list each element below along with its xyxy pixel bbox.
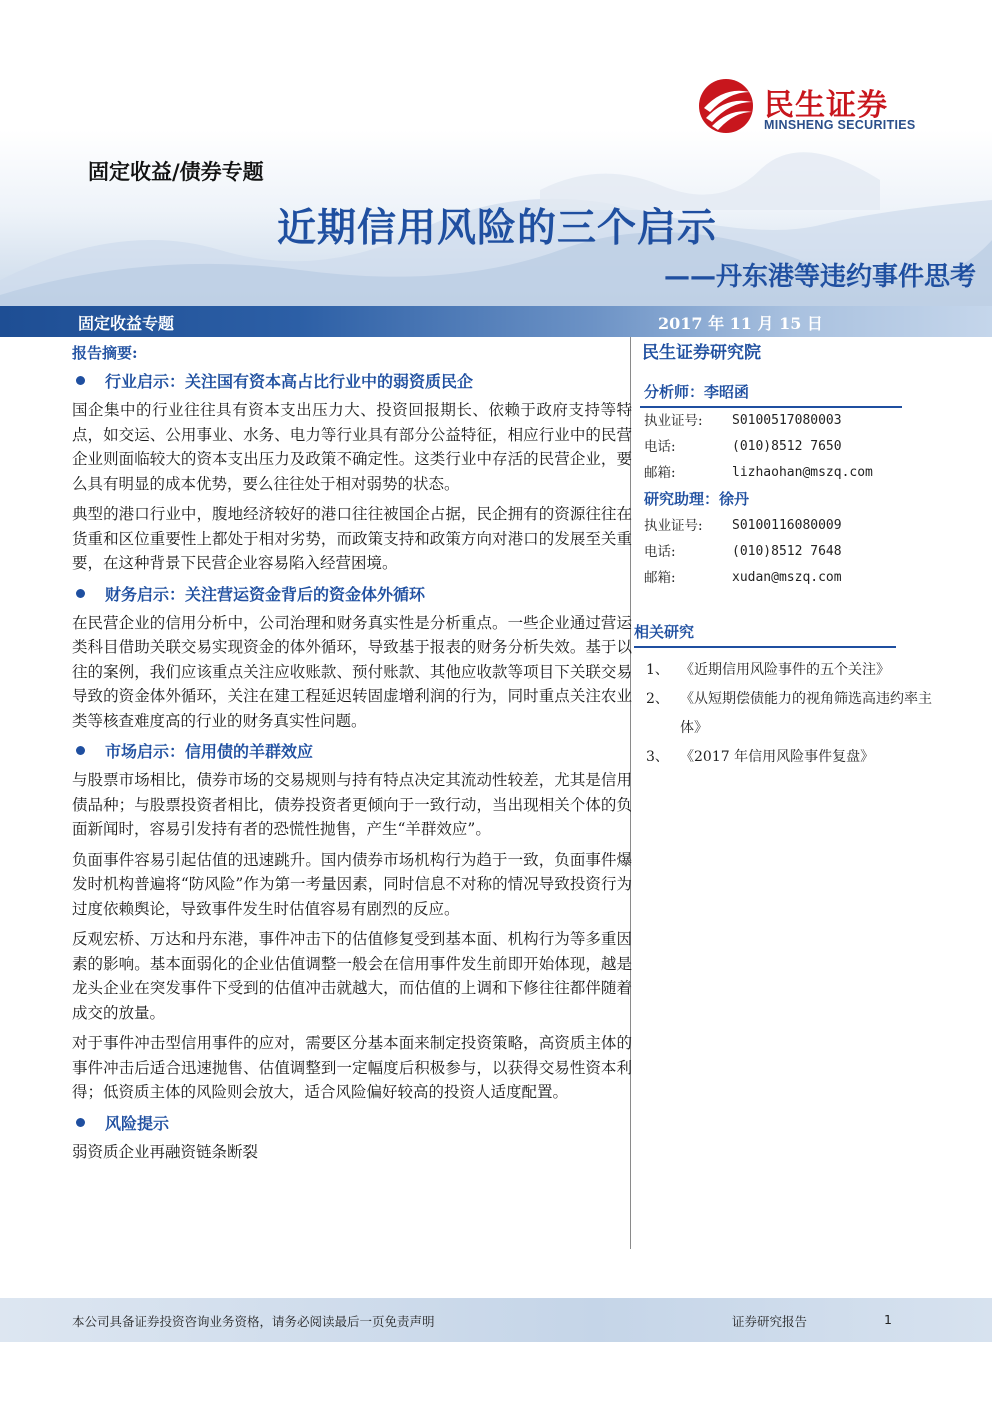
info-value: (010)8512 7650: [732, 439, 842, 454]
report-title: 近期信用风险的三个启示: [277, 206, 718, 251]
info-row: [640, 460, 940, 486]
section-heading: [72, 582, 632, 605]
info-value[interactable]: lizhaohan@mszq.com: [732, 465, 873, 480]
info-value: S0100116080009: [732, 518, 842, 533]
info-value: (010)8512 7648: [732, 544, 842, 559]
related-title[interactable]: 《2017 年信用风险事件复盘》: [680, 749, 875, 765]
brand-name-en: MINSHENG SECURITIES: [764, 118, 916, 132]
info-key: 邮箱:: [644, 570, 676, 586]
footer-report-type: 证券研究报告: [732, 1314, 808, 1329]
band-label: 固定收益专题: [78, 314, 175, 333]
footer-disclaimer: 本公司具备证券投资咨询业务资格，请务必阅读最后一页免责声明: [72, 1314, 435, 1329]
section-heading: [72, 739, 632, 762]
paragraph: 典型的港口行业中，腹地经济较好的港口往往被国企占据，民企拥有的资源往往在货重和区位重要性上都处于相对劣势，而政策支持和政策方向对港口的发展至关重要，在这种背景下民营企业容易陷入经营困境。: [72, 505, 632, 572]
report-category: 固定收益/债券专题: [88, 159, 264, 184]
brand-name-cn: 民生证券: [764, 88, 888, 123]
bullet-icon: [76, 746, 85, 755]
info-row: [640, 408, 940, 434]
page-number: 1: [884, 1312, 892, 1327]
info-key: 电话:: [644, 439, 676, 455]
bullet-icon: [76, 589, 85, 598]
sidebar-column: [634, 338, 940, 772]
info-row: [640, 513, 940, 539]
report-subtitle: ——丹东港等违约事件思考: [663, 262, 976, 292]
section-heading: [72, 1111, 632, 1134]
related-title[interactable]: 《近期信用风险事件的五个关注》: [680, 662, 890, 678]
related-item[interactable]: [640, 656, 940, 685]
paragraph: 对于事件冲击型信用事件的应对，需要区分基本面来制定投资策略，高资质主体的事件冲击后适合迅速抛售、估值调整到一定幅度后积极参与，以获得交易性资本利得；低资质主体的风险则会放大，适合风险偏好较高的投资人适度配置。: [72, 1034, 632, 1101]
section-heading-text: 市场启示：信用债的羊群效应: [105, 742, 314, 761]
brand-logo: [696, 78, 926, 134]
report-date: 2017 年 11 月 15 日: [658, 314, 823, 333]
info-row: [640, 434, 940, 460]
related-title[interactable]: 《从短期偿债能力的视角筛选高违约率主体》: [680, 691, 932, 736]
abstract-label: 报告摘要:: [72, 344, 138, 362]
paragraph: 国企集中的行业往往具有资本支出压力大、投资回报期长、依赖于政府支持等特点，如交运、公用事业、水务、电力等行业具有部分公益特征，相应行业中的民营企业则面临较大的资本支出压力及政策不确定性。这类行业中存活的民营企业，要么具有明显的成本优势，要么往往处于相对弱势的状态。: [72, 401, 632, 493]
info-value: S0100517080003: [732, 413, 842, 428]
info-key: 电话:: [644, 544, 676, 560]
paragraph: 与股票市场相比，债券市场的交易规则与持有特点决定其流动性较差，尤其是信用债品种；与股票投资者相比，债券投资者更倾向于一致行动，当出现相关个体的负面新闻时，容易引发持有者的恐慌性抛售，产生“羊群效应”。: [72, 771, 632, 838]
abstract-column: [72, 342, 632, 1170]
info-key: 执业证号:: [644, 413, 703, 429]
minsheng-logo-icon: [696, 78, 756, 134]
related-item[interactable]: [640, 685, 940, 743]
related-num: 1、: [646, 662, 669, 678]
paragraph: 负面事件容易引起估值的迅速跳升。国内债券市场机构行为趋于一致，负面事件爆发时机构普遍将“防风险”作为第一考量因素，同时信息不对称的情况导致投资行为过度依赖舆论，导致事件发生时估值容易有剧烈的反应。: [72, 850, 632, 918]
paragraph: 反观宏桥、万达和丹东港，事件冲击下的估值修复受到基本面、机构行为等多重因素的影响。基本面弱化的企业估值调整一般会在信用事件发生前即开始体现，越是龙头企业在突发事件下受到的估值冲击就越大，而估值的上调和下修往往都伴随着成交的放量。: [72, 930, 632, 1022]
bullet-icon: [76, 376, 85, 385]
page-footer: [0, 1298, 992, 1342]
related-num: 2、: [646, 691, 669, 707]
section-heading-text: 财务启示：关注营运资金背后的资金体外循环: [105, 584, 426, 604]
related-num: 3、: [646, 749, 669, 765]
info-key: 执业证号:: [644, 518, 703, 534]
section-heading-text: 行业启示：关注国有资本高占比行业中的弱资质民企: [105, 372, 474, 391]
bullet-icon: [76, 1118, 85, 1127]
paragraph: 在民营企业的信用分析中，公司治理和财务真实性是分析重点。一些企业通过营运类科目借助关联交易实现资金的体外循环，导致基于报表的财务分析失效。基于以往的案例，我们应该重点关注应收账款、预付账款、其他应收款等项目下关联交易导致的资金体外循环，关注在建工程延迟转固虚增利润的行为，同时重点关注农业类等核查难度高的行业的财务真实性问题。: [72, 613, 632, 730]
related-item[interactable]: [640, 743, 940, 772]
info-row: [640, 565, 940, 591]
analyst-heading: 分析师：李昭函: [640, 381, 902, 408]
related-research-heading: 相关研究: [634, 621, 896, 648]
paragraph: 弱资质企业再融资链条断裂: [72, 1142, 259, 1161]
info-value[interactable]: xudan@mszq.com: [732, 570, 842, 585]
institute-name: 民生证券研究院: [642, 343, 761, 363]
assistant-heading: 研究助理：徐丹: [644, 490, 750, 508]
section-heading: [72, 369, 632, 392]
info-key: 邮箱:: [644, 465, 676, 481]
info-row: [640, 539, 940, 565]
section-heading-text: 风险提示: [105, 1113, 170, 1133]
